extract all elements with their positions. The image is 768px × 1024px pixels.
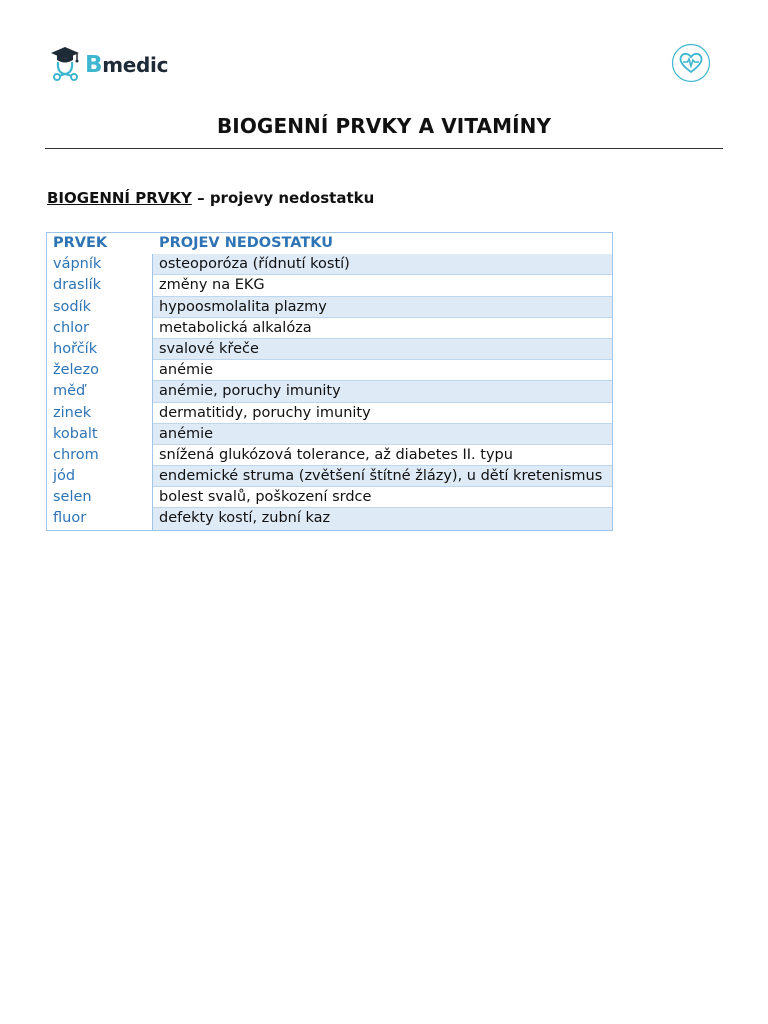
graduation-stethoscope-icon: [49, 45, 83, 83]
deficiency-table: [46, 232, 613, 531]
effect-cell: změny na EKG: [153, 275, 612, 296]
effect-cell: anémie: [153, 424, 612, 445]
element-cell: sodík: [47, 297, 153, 318]
effect-cell: svalové křeče: [153, 339, 612, 360]
table-row: [47, 424, 612, 445]
effect-cell: osteoporóza (řídnutí kostí): [153, 254, 612, 275]
table-row: [47, 487, 612, 508]
element-cell: vápník: [47, 254, 153, 275]
element-cell: železo: [47, 360, 153, 381]
element-cell: fluor: [47, 508, 153, 529]
effect-cell: anémie: [153, 360, 612, 381]
effect-cell: endemické struma (zvětšení štítné žlázy), u dětí kretenismus: [153, 466, 612, 487]
table-row: [47, 508, 612, 529]
effect-cell: snížená glukózová tolerance, až diabetes II. typu: [153, 445, 612, 466]
logo-letter-b: B: [85, 51, 103, 78]
element-cell: draslík: [47, 275, 153, 296]
effect-cell: metabolická alkalóza: [153, 318, 612, 339]
heart-pulse-badge: [671, 43, 711, 83]
effect-cell: defekty kostí, zubní kaz: [153, 508, 612, 529]
table-header-row: [47, 233, 612, 254]
effect-cell: bolest svalů, poškození srdce: [153, 487, 612, 508]
table-row: [47, 275, 612, 296]
table-row: [47, 466, 612, 487]
section-heading-subtitle: – projevy nedostatku: [191, 189, 375, 207]
table-row: [47, 339, 612, 360]
title-divider: [45, 148, 723, 149]
section-heading: [47, 189, 374, 207]
section-heading-main: BIOGENNÍ PRVKY: [47, 189, 192, 207]
table-row: [47, 445, 612, 466]
table-row: [47, 254, 612, 275]
logo-word-medic: medic: [102, 52, 169, 77]
element-cell: měď: [47, 381, 153, 402]
table-row: [47, 381, 612, 402]
table-row: [47, 297, 612, 318]
element-cell: chlor: [47, 318, 153, 339]
element-cell: zinek: [47, 403, 153, 424]
table-row: [47, 318, 612, 339]
document-title: BIOGENNÍ PRVKY A VITAMÍNY: [216, 114, 552, 138]
element-cell: hořčík: [47, 339, 153, 360]
element-cell: jód: [47, 466, 153, 487]
heart-pulse-icon: [671, 43, 711, 83]
header-effect: PROJEV NEDOSTATKU: [159, 235, 334, 251]
table-row: [47, 360, 612, 381]
header-element: PRVEK: [53, 235, 108, 251]
table-row: [47, 403, 612, 424]
logo-wordmark: [85, 51, 169, 78]
bmedic-logo[interactable]: [49, 44, 168, 84]
element-cell: kobalt: [47, 424, 153, 445]
effect-cell: hypoosmolalita plazmy: [153, 297, 612, 318]
effect-cell: dermatitidy, poruchy imunity: [153, 403, 612, 424]
effect-cell: anémie, poruchy imunity: [153, 381, 612, 402]
element-cell: chrom: [47, 445, 153, 466]
element-cell: selen: [47, 487, 153, 508]
